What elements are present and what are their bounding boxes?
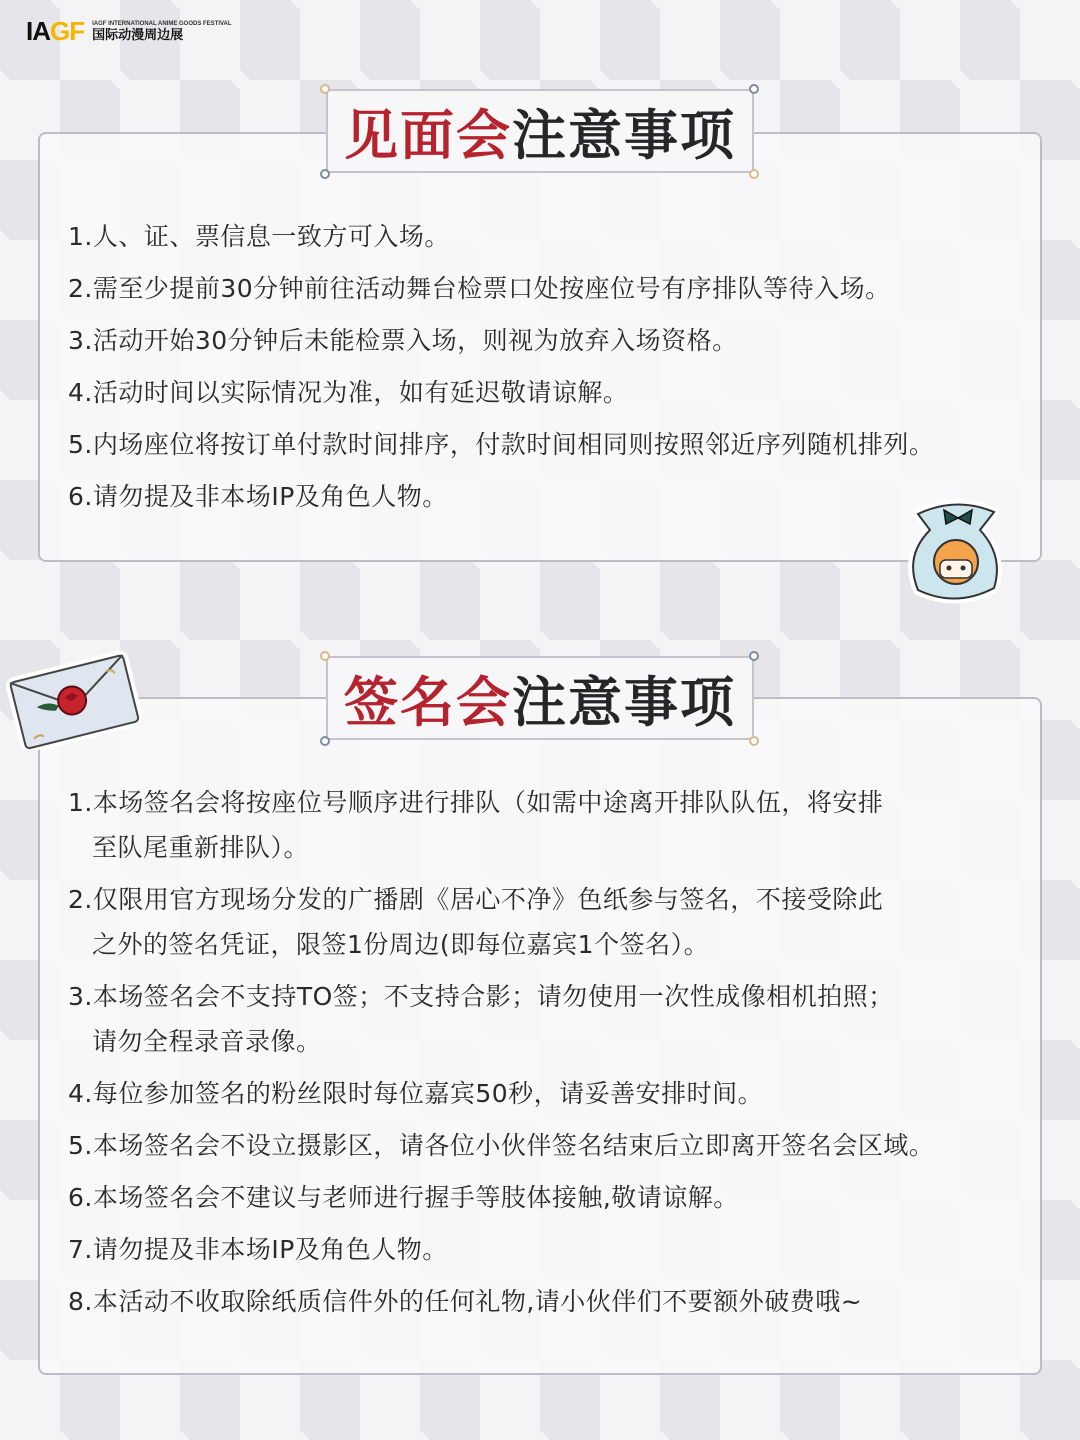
corner-dot-icon [320,84,330,94]
corner-dot-icon [749,84,759,94]
meet-notice-title [326,89,754,173]
list-item: 2.需至少提前30分钟前往活动舞台检票口处按座位号有序排队等待入场。 [68,274,891,303]
logo-text [92,21,231,42]
corner-dot-icon [749,651,759,661]
list-item: 3.本场签名会不支持TO签；不支持合影；请勿使用一次性成像相机拍照； 请勿全程录音录像。 [68,982,894,1056]
sign-title-rest: 注意事项 [512,669,736,734]
list-item: 5.本场签名会不设立摄影区，请各位小伙伴签名结束后立即离开签名会区域。 [68,1131,935,1160]
list-item: 6.本场签名会不建议与老师进行握手等肢体接触,敬请谅解。 [68,1183,739,1212]
drawstring-bag-sticker-icon [898,496,1014,606]
list-item: 1.本场签名会将按座位号顺序进行排队（如需中途离开排队队伍，将安排 至队尾重新排队）。 [68,788,884,862]
corner-dot-icon [320,169,330,179]
list-item: 6.请勿提及非本场IP及角色人物。 [68,482,448,511]
sign-notice-title [326,656,754,740]
list-item: 3.活动开始30分钟后未能检票入场，则视为放弃入场资格。 [68,326,738,355]
rose-envelope-sticker-icon [6,650,142,750]
corner-dot-icon [749,169,759,179]
list-item: 2.仅限用官方现场分发的广播剧《居心不净》色纸参与签名，不接受除此 之外的签名凭证，限签1份周边(即每位嘉宾1个签名）。 [68,885,884,959]
meet-title-rest: 注意事项 [512,102,736,167]
meet-notice-list [68,214,934,526]
list-item: 4.活动时间以实际情况为准，如有延迟敬请谅解。 [68,378,629,407]
meet-title-highlight: 见面会 [344,102,512,167]
list-item: 5.内场座位将按订单付款时间排序，付款时间相同则按照邻近序列随机排列。 [68,430,935,459]
list-item: 8.本活动不收取除纸质信件外的任何礼物,请小伙伴们不要额外破费哦~ [68,1287,863,1316]
sign-title-highlight: 签名会 [344,669,512,734]
brand-logo [26,16,232,47]
logo-subtitle: IAGF INTERNATIONAL ANIME GOODS FESTIVAL [92,21,232,27]
corner-dot-icon [320,736,330,746]
list-item: 7.请勿提及非本场IP及角色人物。 [68,1235,448,1264]
logo-title: 国际动漫周边展 [92,28,184,43]
corner-dot-icon [320,651,330,661]
sign-notice-list [68,780,934,1331]
logo-mark: IAGF [26,16,85,46]
list-item: 1.人、证、票信息一致方可入场。 [68,222,450,251]
corner-dot-icon [749,736,759,746]
list-item: 4.每位参加签名的粉丝限时每位嘉宾50秒，请妥善安排时间。 [68,1079,764,1108]
